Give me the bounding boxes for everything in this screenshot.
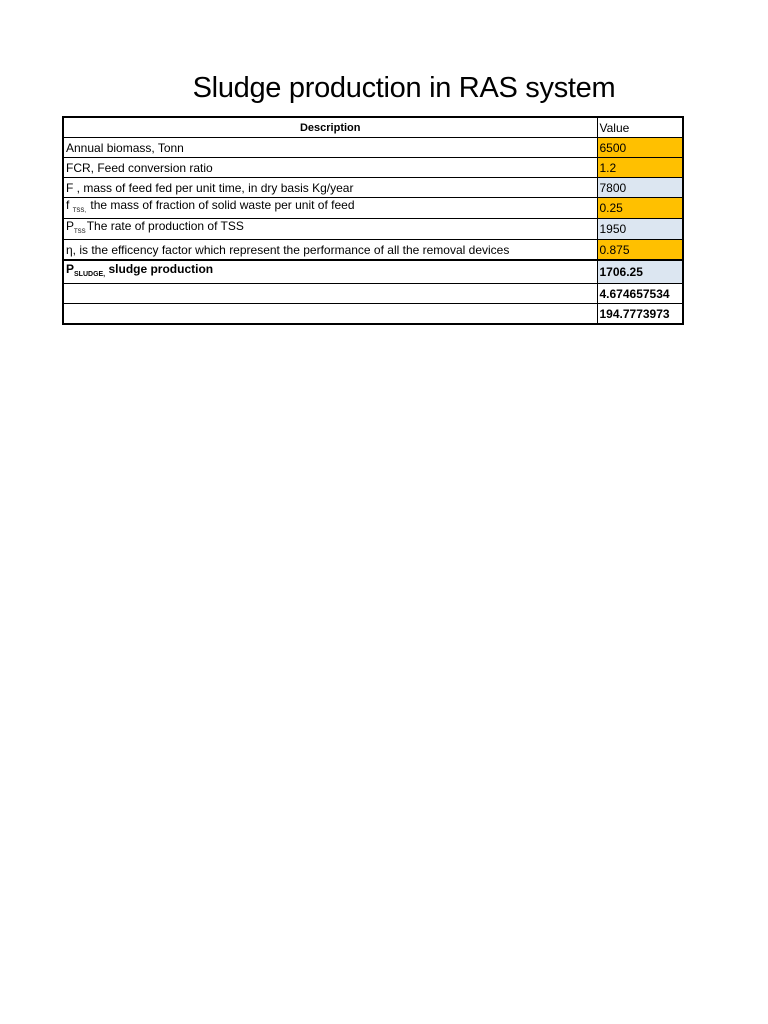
sludge-production-label[interactable] xyxy=(63,260,597,284)
annual-biomass-value[interactable]: 6500 xyxy=(597,138,683,158)
fraction-symbol: f xyxy=(66,198,70,212)
tss-production-label[interactable] xyxy=(63,219,597,240)
fcr-value[interactable]: 1.2 xyxy=(597,158,683,178)
table-row xyxy=(63,260,683,284)
table-header-row xyxy=(63,117,683,138)
feed-mass-label[interactable]: F , mass of feed fed per unit time, in dry basis Kg/year xyxy=(63,178,597,198)
table-row xyxy=(63,178,683,198)
tss-subscript: TSS xyxy=(74,229,86,235)
solid-waste-fraction-label[interactable] xyxy=(63,198,597,219)
table-row xyxy=(63,240,683,261)
table-row xyxy=(63,219,683,240)
fraction-subscript: TSS, xyxy=(72,208,87,214)
table-row xyxy=(63,158,683,178)
efficiency-factor-value[interactable]: 0.875 xyxy=(597,240,683,261)
result-value-cell[interactable]: 4.674657534 xyxy=(597,284,683,304)
fcr-label[interactable]: FCR, Feed conversion ratio xyxy=(63,158,597,178)
sludge-symbol: P xyxy=(66,262,75,276)
sludge-production-value[interactable]: 1706.25 xyxy=(597,260,683,284)
solid-waste-fraction-value[interactable]: 0.25 xyxy=(597,198,683,219)
sludge-subscript: SLUDGE, xyxy=(74,271,106,278)
description-column-header[interactable]: Description xyxy=(63,117,597,138)
feed-mass-value[interactable]: 7800 xyxy=(597,178,683,198)
efficiency-factor-label[interactable]: η, is the efficency factor which represent the performance of all the removal devices xyxy=(63,240,597,261)
tss-description: The rate of production of TSS xyxy=(86,219,244,233)
table-row xyxy=(63,304,683,325)
empty-description-cell[interactable] xyxy=(63,304,597,325)
page-title: Sludge production in RAS system xyxy=(192,72,616,104)
table-row xyxy=(63,138,683,158)
table-row xyxy=(63,198,683,219)
result-value-cell[interactable]: 194.7773973 xyxy=(597,304,683,325)
annual-biomass-label[interactable]: Annual biomass, Tonn xyxy=(63,138,597,158)
tss-symbol: P xyxy=(66,219,75,233)
sludge-description: sludge production xyxy=(105,262,214,276)
tss-production-value[interactable]: 1950 xyxy=(597,219,683,240)
fraction-description: the mass of fraction of solid waste per unit of feed xyxy=(87,198,355,212)
value-column-header[interactable]: Value xyxy=(597,117,683,138)
empty-description-cell[interactable] xyxy=(63,284,597,304)
table-row xyxy=(63,284,683,304)
sludge-calculation-table xyxy=(62,116,684,325)
